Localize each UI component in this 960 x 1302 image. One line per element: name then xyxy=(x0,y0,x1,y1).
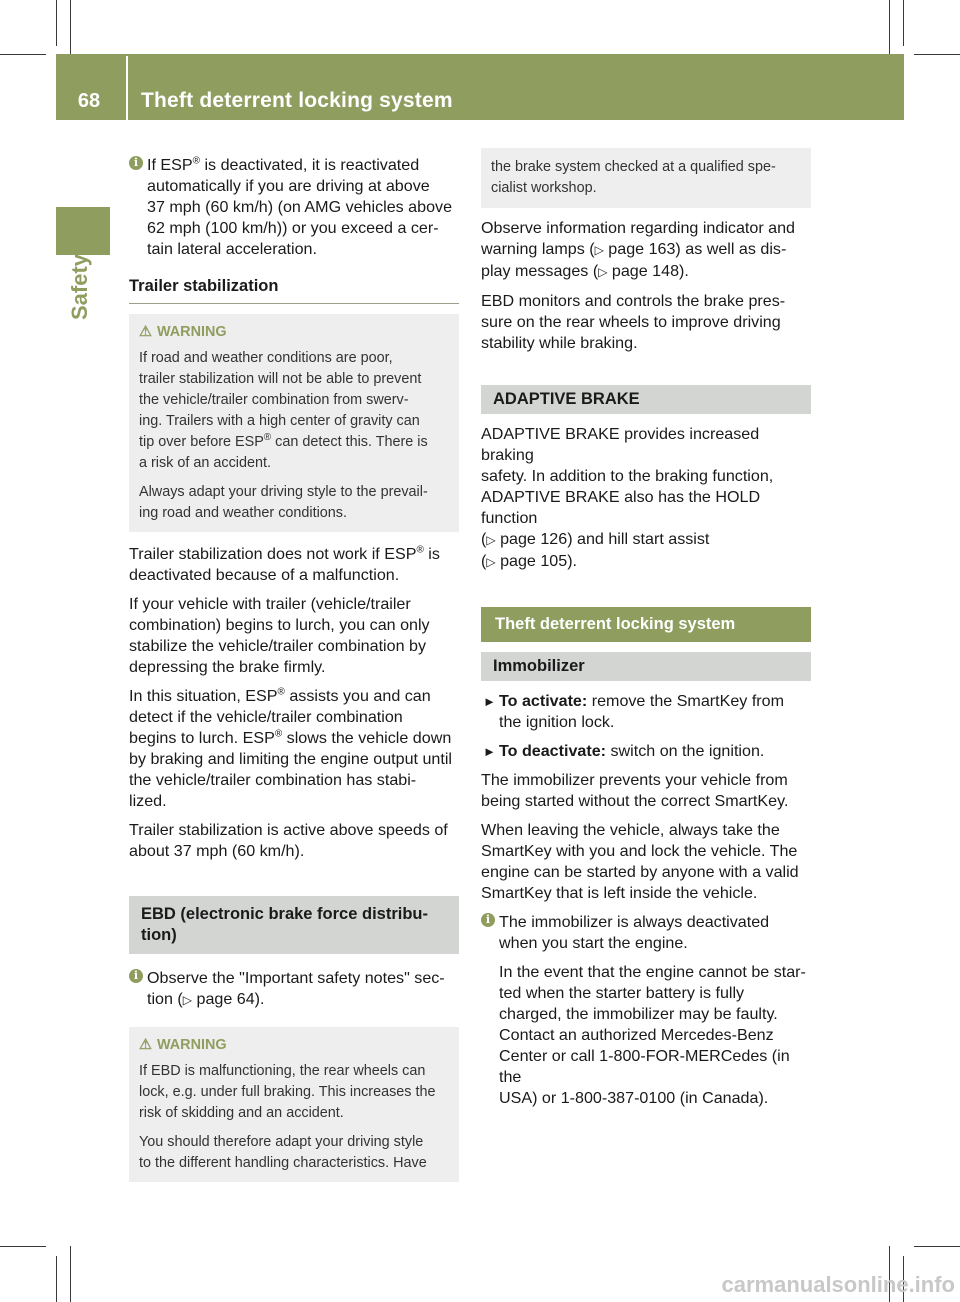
page-ref-arrow-icon: ▷ xyxy=(486,555,496,569)
step-activate: ► To activate: remove the SmartKey from the ignition lock. xyxy=(483,692,785,731)
warning-triangle-icon: ⚠ xyxy=(139,1037,152,1053)
step-arrow-icon: ► xyxy=(483,744,496,759)
page-ref-arrow-icon: ▷ xyxy=(594,243,604,257)
crop-mark xyxy=(0,1246,46,1247)
crop-mark xyxy=(0,54,46,55)
warning-triangle-icon: ⚠ xyxy=(139,324,152,340)
immobilizer-body: ► To activate: remove the SmartKey from the ignition lock. ► To deactivate: switch on the ignition. The immobilizer prevents your vehicle from being started without the correct SmartKey. When leaving the vehicle, always take the SmartKey with you and lock the vehicle. The engine can be started by anyone with a valid SmartKey that is left inside the vehicle. i The immobilizer is always deactivated when you start the engine. In the event that the engine cannot be star- ted when the starter battery is fully charged, the immobilizer may be faulty. Contact an authorized Mercedes-Benz Center or call 1-800-FOR-MERCedes (in the USA) or 1-800-387-0100 (in Canada). xyxy=(481,691,811,1109)
crop-mark xyxy=(70,0,71,54)
trailer-body: Trailer stabilization does not work if ESP® is deactivated because of a malfunction. If your vehicle with trailer (vehicle/trailer combination) begins to lurch, you can only stabilize the vehicle/trailer combination by depressing the brake firmly. In this situation, ESP® assists you and can detect if the vehicle/trailer combination begins to lurch. ESP® slows the vehicle down by braking and limiting the engine output until the vehicle/trailer combination has stabi- lized. Trailer stabilization is active above speeds of about 37 mph (60 km/h). xyxy=(129,544,452,860)
ebd-info-note: i Observe the "Important safety notes" sec- tion (▷ page 64). xyxy=(129,968,459,1011)
page-title: Theft deterrent locking system xyxy=(141,89,453,112)
left-column xyxy=(129,155,459,1182)
page-number: 68 xyxy=(77,90,101,112)
step-arrow-icon: ► xyxy=(483,694,496,709)
esp-info-note: i If ESP® is deactivated, it is reactivated automatically if you are driving at above 37 mph (60 km/h) (on AMG vehicles above 62 mph (100 km/h)) or you exceed a cer- tain lateral acceleration. xyxy=(129,155,459,260)
section-side-label: Safety xyxy=(67,253,92,320)
right-body: Observe information regarding indicator and warning lamps (▷ page 163) as well as dis- play messages (▷ page 148). EBD monitors and controls the brake pres- sure on the rear wheels to improve driving stability while braking. xyxy=(481,219,796,352)
warning-box-continued: the brake system checked at a qualified spe- cialist workshop. xyxy=(481,148,811,208)
header-separator xyxy=(126,56,128,120)
info-icon: i xyxy=(129,156,143,170)
crop-mark xyxy=(56,0,57,46)
side-tab-block xyxy=(56,207,110,255)
theft-deterrent-heading: Theft deterrent locking system xyxy=(481,607,811,642)
page-ref-arrow-icon: ▷ xyxy=(182,993,193,1007)
crop-mark xyxy=(914,1246,960,1247)
trailer-stabilization-heading: Trailer stabilization xyxy=(129,277,279,295)
warning-box: ⚠ WARNING If road and weather conditions are poor, trailer stabilization will not be able to prevent the vehicle/trailer combination from swerv- ing. Trailers with a high center of gravity can tip over before ESP® can detect this. There is a risk of an accident. Always adapt your driving style to the prevail- ing road and weather conditions. xyxy=(129,314,459,532)
immobilizer-info-note: i The immobilizer is always deactivated when you start the engine. In the event that the engine cannot be star- ted when the starter battery is fully charged, the immobilizer may be faulty. Contact an authorized Mercedes-Benz Center or call 1-800-FOR-MERCedes (in the USA) or 1-800-387-0100 (in Canada). xyxy=(481,912,811,1109)
adaptive-brake-body: ADAPTIVE BRAKE provides increased braking safety. In addition to the braking function, ADAPTIVE BRAKE also has the HOLD function (▷ page 126) and hill start assist (▷ page 105). xyxy=(481,425,774,570)
crop-mark xyxy=(889,0,890,54)
crop-mark xyxy=(70,1246,71,1302)
page-ref-arrow-icon: ▷ xyxy=(486,533,496,547)
crop-mark xyxy=(903,0,904,46)
info-icon: i xyxy=(129,969,143,983)
warning-box: ⚠ WARNING If EBD is malfunctioning, the rear wheels can lock, e.g. under full braking. This increases the risk of skidding and an accident. You should therefore adapt your driving style to the different handling characteristics. Have xyxy=(129,1027,459,1182)
immobilizer-heading: Immobilizer xyxy=(481,652,811,681)
info-icon: i xyxy=(481,913,495,927)
page-ref-arrow-icon: ▷ xyxy=(598,265,608,279)
right-column xyxy=(481,148,811,1109)
crop-mark xyxy=(56,1256,57,1302)
ebd-section-heading: EBD (electronic brake force distribu- tion) xyxy=(129,896,459,954)
heading-rule xyxy=(129,303,459,304)
crop-mark xyxy=(914,54,960,55)
step-deactivate: ► To deactivate: switch on the ignition. xyxy=(483,742,765,760)
watermark: carmanualsonline.info xyxy=(721,1272,955,1297)
adaptive-brake-heading: ADAPTIVE BRAKE xyxy=(481,385,811,414)
